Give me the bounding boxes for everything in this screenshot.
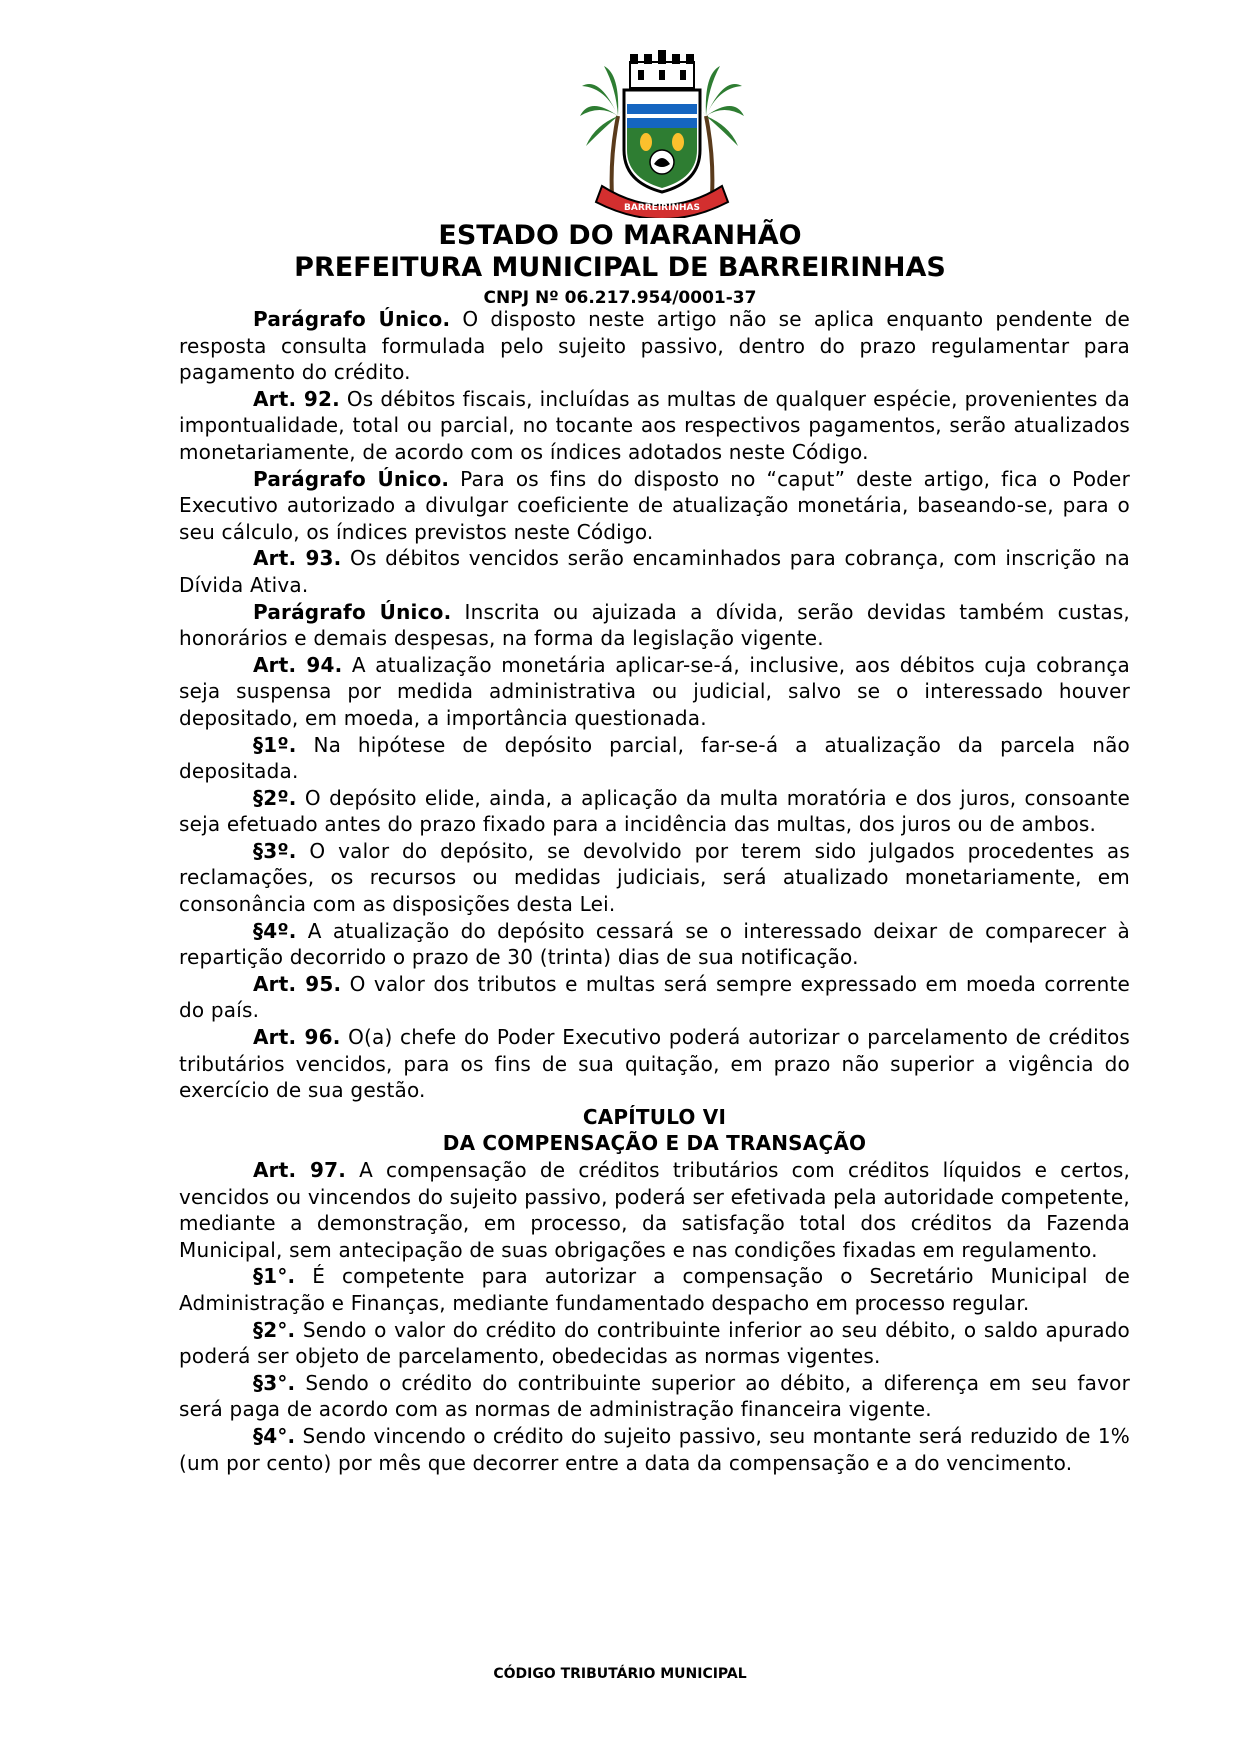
paragraph-label: §4°. [253, 1423, 296, 1448]
paragraph-label: Art. 96. [253, 1025, 341, 1050]
paragraph-label: §2º. [253, 785, 297, 810]
paragraph-text: Sendo o valor do crédito do contribuinte inferior ao seu débito, o saldo apurado poderá ser objeto de parcelamento, obedecidas as normas vigentes. [179, 1317, 1130, 1369]
page-footer: CÓDIGO TRIBUTÁRIO MUNICIPAL [493, 1666, 747, 1682]
paragraph-label: §3°. [253, 1370, 296, 1395]
cnpj-line: CNPJ Nº 06.217.954/0001-37 [483, 288, 757, 308]
paragraph-label: Art. 95. [253, 971, 342, 996]
paragraph [179, 732, 1130, 785]
paragraph-text: O valor dos tributos e multas será sempre expressado em moeda corrente do país. [179, 971, 1130, 1023]
svg-text:BARREIRINHAS: BARREIRINHAS [624, 203, 700, 213]
paragraph-label: §2°. [253, 1317, 296, 1342]
paragraph [179, 1317, 1130, 1370]
paragraph-text: A atualização monetária aplicar-se-á, inclusive, aos débitos cuja cobrança seja suspensa por medida administrativa ou judicial, salvo se o interessado houver depositado, em moeda, a importância questionada. [179, 652, 1130, 730]
paragraph [179, 599, 1130, 652]
paragraph-label: Art. 93. [253, 546, 342, 571]
paragraph [179, 545, 1130, 598]
paragraph-text: Os débitos vencidos serão encaminhados para cobrança, com inscrição na Dívida Ativa. [179, 546, 1130, 597]
paragraph-text: O disposto neste artigo não se aplica enquanto pendente de resposta consulta formulada pelo sujeito passivo, dentro do prazo regulamentar para pagamento do crédito. [179, 307, 1130, 385]
paragraph [179, 1263, 1130, 1316]
paragraph-label: §3º. [253, 838, 297, 863]
paragraph [179, 1370, 1130, 1423]
paragraph-label: §1°. [253, 1264, 296, 1289]
chapter-title: DA COMPENSAÇÃO E DA TRANSAÇÃO [442, 1131, 867, 1156]
paragraph-text: Para os fins do disposto no “caput” deste artigo, fica o Poder Executivo autorizado a divulgar coeficiente de atualização monetária, baseando-se, para o seu cálculo, os índices previstos neste Código. [179, 466, 1130, 544]
document-body [179, 306, 1130, 1476]
paragraph [179, 838, 1130, 918]
paragraph-text: O depósito elide, ainda, a aplicação da multa moratória e dos juros, consoante seja efetuado antes do prazo fixado para a incidência das multas, dos juros ou de ambos. [179, 785, 1130, 837]
paragraph [179, 785, 1130, 838]
paragraph-label: Parágrafo Único. [253, 599, 452, 624]
paragraph [179, 918, 1130, 971]
paragraph [179, 1423, 1130, 1476]
chapter-number: CAPÍTULO VI [582, 1104, 727, 1129]
paragraph-text: O(a) chefe do Poder Executivo poderá autorizar o parcelamento de créditos tributários vencidos, para os fins de sua quitação, em prazo não superior a vigência do exercício de sua gestão. [179, 1025, 1130, 1103]
paragraph-label: Art. 94. [253, 652, 343, 677]
paragraph [179, 386, 1130, 466]
paragraph-text: É competente para autorizar a compensação o Secretário Municipal de Administração e Finanças, mediante fundamentado despacho em processo regular. [179, 1264, 1130, 1315]
paragraph-text: A atualização do depósito cessará se o interessado deixar de comparecer à repartição decorrido o prazo de 30 (trinta) dias de sua notificação. [179, 918, 1130, 970]
paragraph-label: Art. 92. [253, 386, 340, 411]
paragraph-text: O valor do depósito, se devolvido por terem sido julgados procedentes as reclamações, os recursos ou medidas judiciais, será atualizado monetariamente, em consonância com as disposições desta Lei. [179, 838, 1130, 917]
city-hall-heading: PREFEITURA MUNICIPAL DE BARREIRINHAS [294, 252, 946, 283]
paragraph-text: Sendo vincendo o crédito do sujeito passivo, seu montante será reduzido de 1% (um por cento) por mês que decorrer entre a data da compensação e a do vencimento. [179, 1423, 1130, 1475]
paragraph-label: §4º. [253, 918, 297, 943]
paragraph-text: Sendo o crédito do contribuinte superior ao débito, a diferença em seu favor será paga de acordo com as normas de administração financeira vigente. [179, 1370, 1130, 1422]
paragraph [179, 652, 1130, 732]
paragraph-label: Parágrafo Único. [253, 466, 450, 491]
paragraph-text: Inscrita ou ajuizada a dívida, serão devidas também custas, honorários e demais despesas, na forma da legislação vigente. [179, 599, 1130, 651]
paragraph-text: Os débitos fiscais, incluídas as multas de qualquer espécie, provenientes da impontualidade, total ou parcial, no tocante aos respectivos pagamentos, serão atualizados monetariamente, de acordo com os índices adotados neste Código. [179, 386, 1130, 464]
paragraph-label: Parágrafo Único. [253, 307, 451, 331]
paragraph-label: Art. 97. [253, 1158, 347, 1182]
paragraph [179, 971, 1130, 1024]
paragraph [179, 1157, 1130, 1263]
paragraph [179, 306, 1130, 386]
paragraph [179, 1024, 1130, 1104]
paragraph-label: §1º. [253, 732, 297, 757]
municipal-coat-of-arms-logo [580, 46, 744, 218]
paragraph-text: Na hipótese de depósito parcial, far-se-á a atualização da parcela não depositada. [179, 732, 1130, 784]
paragraph [179, 466, 1130, 546]
state-heading: ESTADO DO MARANHÃO [438, 220, 802, 251]
paragraph-text: A compensação de créditos tributários com créditos líquidos e certos, vencidos ou vincendos do sujeito passivo, poderá ser efetivada pela autoridade competente, mediante a demonstração, em processo, da satisfação total dos créditos da Fazenda Municipal, sem antecipação de suas obrigações e nas condições fixadas em regulamento. [179, 1158, 1130, 1262]
